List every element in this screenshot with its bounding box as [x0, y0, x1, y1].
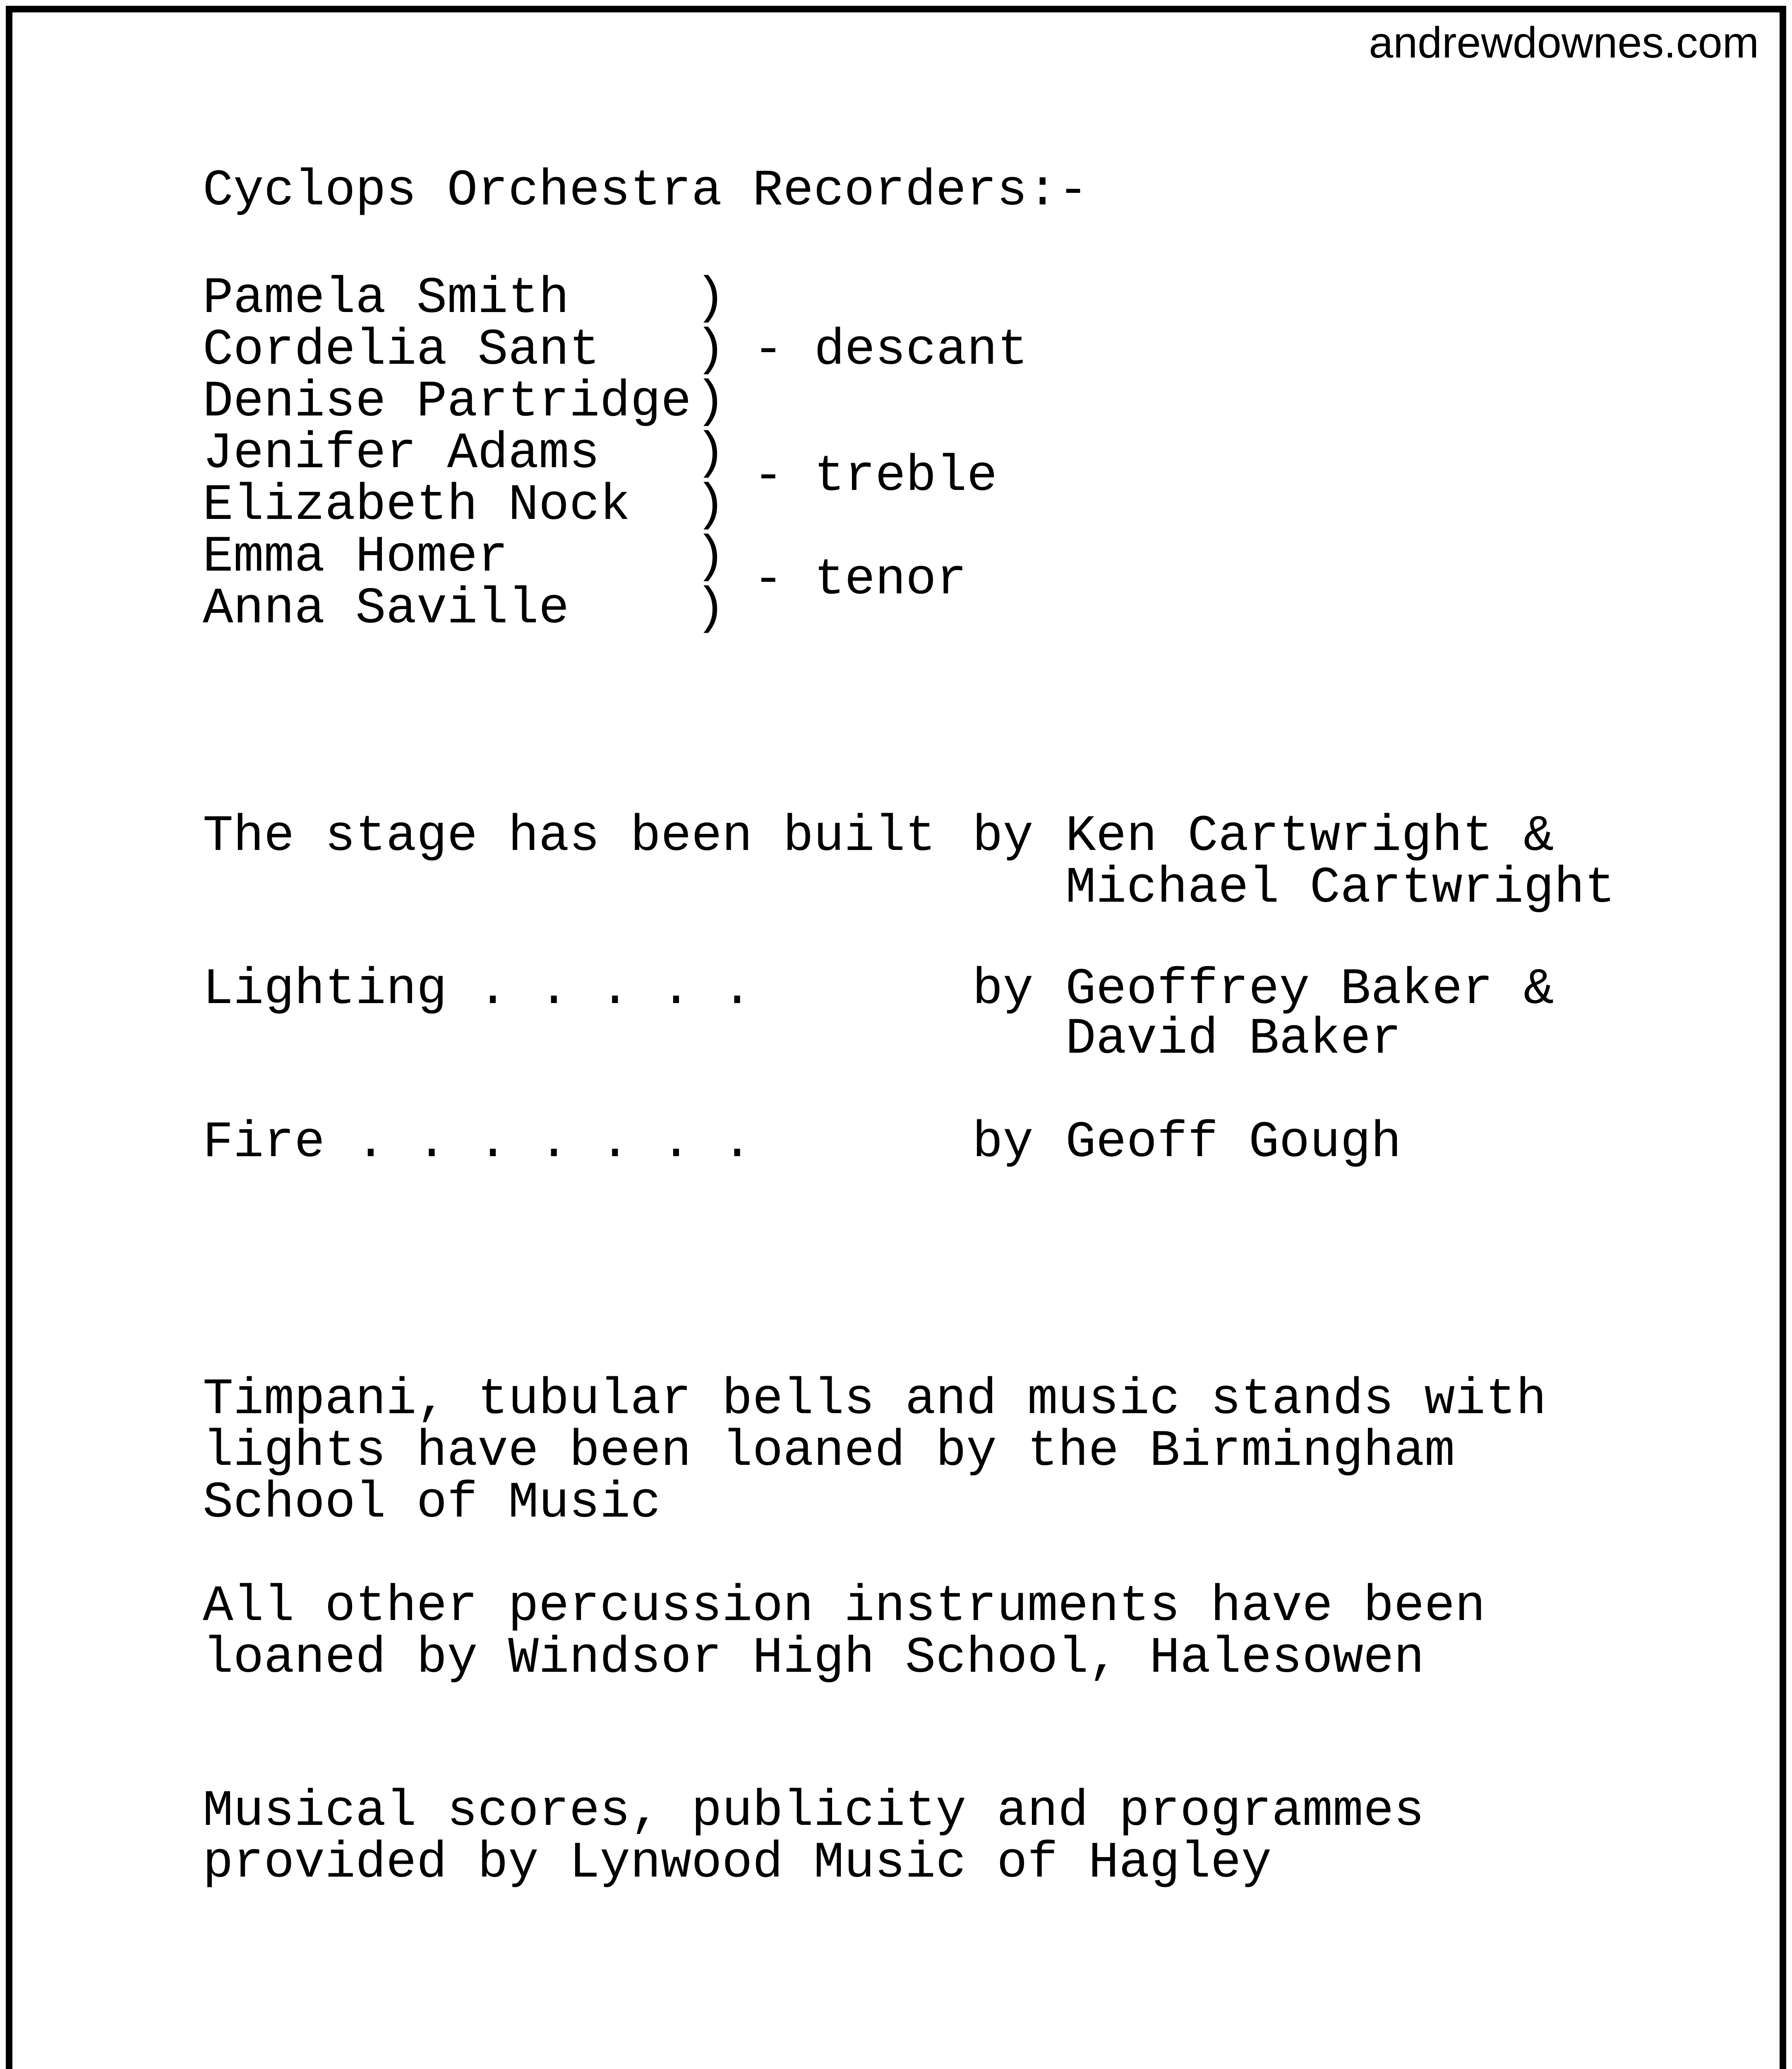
credit-name: Michael Cartwright — [1065, 859, 1615, 917]
bracket: ) — [695, 373, 726, 431]
bracket: ) — [695, 580, 726, 638]
bracket: ) — [695, 270, 726, 327]
bracket: ) — [695, 322, 726, 379]
player-name: Anna Saville — [203, 580, 569, 638]
player-name: Emma Homer — [203, 528, 509, 586]
player-name: Elizabeth Nock — [203, 477, 631, 534]
bracket: ) — [695, 477, 726, 534]
credit-by: by — [972, 961, 1034, 1018]
credit-name: Ken Cartwright & — [1065, 808, 1554, 865]
credit-label: The stage has been built — [203, 808, 936, 865]
player-name: Pamela Smith — [203, 270, 569, 327]
player-name: Denise Partridge — [203, 373, 691, 431]
credit-label: Lighting . . . . . — [203, 961, 753, 1018]
credit-label: Fire . . . . . . . — [203, 1114, 753, 1171]
part-treble: - treble — [753, 448, 998, 505]
player-name: Cordelia Sant — [203, 322, 600, 379]
recorders-heading: Cyclops Orchestra Recorders:- — [203, 162, 1089, 220]
credit-by: by — [972, 808, 1034, 865]
note-timpani: Timpani, tubular bells and music stands with lights have been loaned by the Birmingham School of Music — [203, 1371, 1547, 1532]
note-percussion: All other percussion instruments have been loaned by Windsor High School, Halesowen — [203, 1578, 1486, 1687]
credit-name: Geoff Gough — [1065, 1114, 1401, 1171]
credit-by: by — [972, 1114, 1034, 1171]
watermark: andrewdownes.com — [1369, 18, 1759, 67]
credit-name: David Baker — [1065, 1010, 1401, 1068]
credit-name: Geoffrey Baker & — [1065, 961, 1554, 1018]
part-descant: - descant — [753, 322, 1028, 379]
part-tenor: - tenor — [753, 551, 967, 609]
player-name: Jenifer Adams — [203, 425, 600, 482]
note-scores: Musical scores, publicity and programmes provided by Lynwood Music of Hagley — [203, 1783, 1425, 1892]
bracket: ) — [695, 528, 726, 586]
bracket: ) — [695, 425, 726, 482]
